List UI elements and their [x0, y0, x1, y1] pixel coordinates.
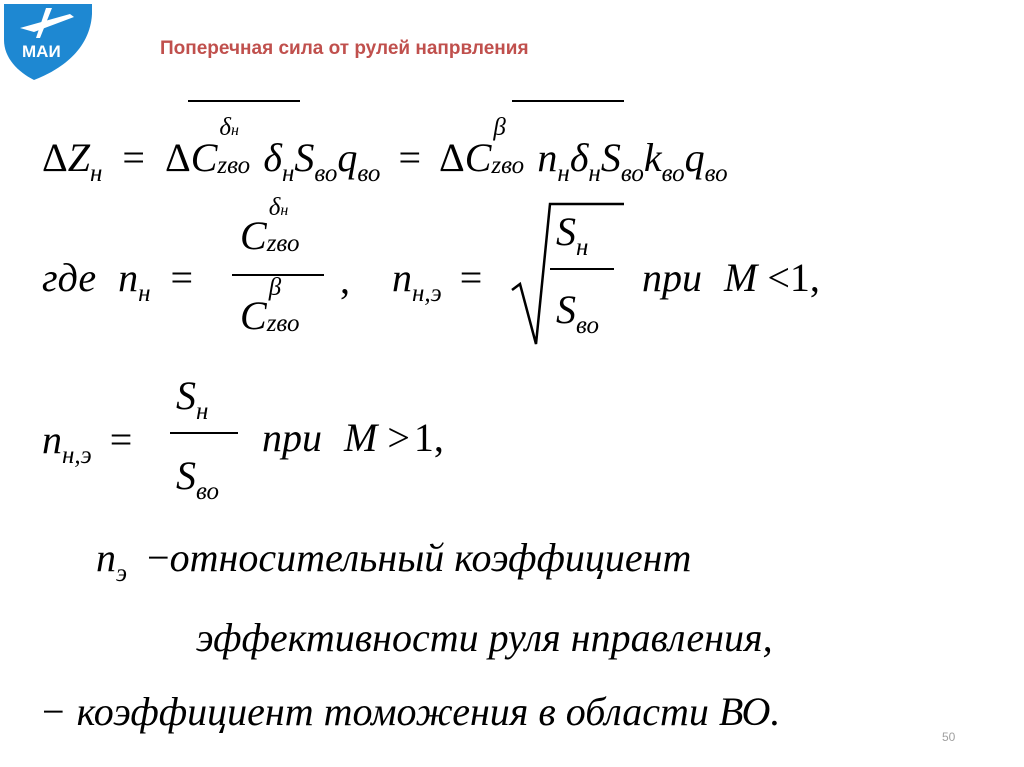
- less-than-sign: <: [767, 255, 790, 300]
- condition-word: при: [262, 415, 322, 460]
- s-symbol: S: [294, 135, 315, 180]
- subscript: н: [557, 160, 570, 187]
- z-symbol: Z: [67, 135, 90, 180]
- n-symbol: n: [392, 255, 412, 300]
- equals-sign: =: [170, 255, 194, 300]
- page-number: 50: [942, 730, 956, 744]
- description-line-1: [96, 535, 692, 587]
- subscript: zво: [266, 230, 300, 257]
- equation-line-1: [42, 114, 728, 187]
- c-symbol: C: [240, 293, 267, 338]
- delta-symbol: Δ: [42, 135, 68, 180]
- s-symbol: S: [556, 209, 576, 254]
- subscript: э: [116, 560, 128, 587]
- subscript: н: [576, 234, 589, 261]
- overline-2: [512, 100, 624, 102]
- subscript: н: [588, 160, 601, 187]
- delta-lower-symbol: δ: [569, 135, 589, 180]
- equals-sign: =: [122, 135, 145, 180]
- s-symbol: S: [600, 135, 621, 180]
- subscript: во: [314, 160, 338, 187]
- equals-sign: =: [109, 417, 133, 462]
- n-symbol: n: [537, 135, 558, 180]
- fraction-denominator: [240, 274, 313, 338]
- n-symbol: n: [118, 255, 139, 300]
- fraction-numerator: [176, 373, 209, 425]
- subscript: zво: [217, 152, 251, 179]
- superscript: β: [268, 274, 282, 301]
- value: 1,: [413, 415, 444, 460]
- subscript: zво: [491, 152, 525, 179]
- mach-symbol: M: [344, 415, 378, 460]
- value: 1,: [789, 255, 820, 300]
- superscript: δ: [219, 114, 231, 141]
- s-symbol: S: [176, 373, 196, 418]
- sqrt-fraction-line: [550, 268, 614, 270]
- q-symbol: q: [684, 135, 705, 180]
- equals-sign: =: [398, 135, 421, 180]
- description-line-2: эффективности руля нправления,: [196, 615, 773, 660]
- subscript: во: [196, 478, 220, 505]
- subscript: н: [281, 160, 295, 187]
- comma: ,: [340, 257, 350, 302]
- subscript: во: [576, 312, 600, 339]
- sqrt-denominator: [556, 287, 600, 339]
- subscript: н,э: [412, 280, 442, 307]
- c-symbol: C: [240, 213, 267, 258]
- logo-text: МАИ: [22, 42, 61, 61]
- s-symbol: S: [176, 453, 196, 498]
- subscript: во: [357, 160, 381, 187]
- c-symbol: C: [464, 135, 492, 180]
- fraction-line: [170, 432, 238, 434]
- q-symbol: q: [337, 135, 358, 180]
- subscript: во: [704, 160, 728, 187]
- mach-symbol: M: [724, 255, 758, 300]
- delta-symbol: Δ: [164, 135, 191, 180]
- superscript-subscript: н: [280, 202, 289, 219]
- where-word: где: [42, 255, 97, 300]
- n-symbol: n: [96, 535, 116, 580]
- superscript: β: [493, 114, 506, 141]
- n-symbol: n: [42, 417, 62, 462]
- subscript: н: [89, 160, 103, 187]
- dash: −: [147, 535, 170, 580]
- subscript: zво: [266, 310, 300, 337]
- s-symbol: S: [556, 287, 576, 332]
- greater-than-sign: >: [387, 415, 410, 460]
- condition-greater: [262, 415, 444, 460]
- description-text: коэффициент томожения в области ВО.: [76, 689, 781, 734]
- c-symbol: C: [190, 135, 218, 180]
- superscript: δ: [268, 194, 281, 221]
- equals-sign: =: [459, 255, 483, 300]
- subscript: во: [661, 160, 685, 187]
- overline-1: [188, 100, 300, 102]
- equation-line-2-left: [42, 255, 194, 307]
- description-text: относительный коэффициент: [169, 535, 692, 580]
- subscript: н: [196, 398, 209, 425]
- subscript: н,э: [62, 442, 92, 469]
- condition-word: при: [642, 255, 702, 300]
- description-line-3: [42, 689, 781, 734]
- fraction-numerator: [240, 194, 313, 258]
- condition-less: [642, 255, 820, 300]
- equation-line-2-mid: [392, 255, 483, 307]
- fraction-denominator: [176, 453, 220, 505]
- sqrt-numerator: [556, 209, 589, 261]
- subscript: н: [138, 280, 151, 307]
- equation-line-3-left: [42, 417, 133, 469]
- subscript: во: [620, 160, 644, 187]
- delta-symbol: Δ: [439, 135, 465, 180]
- mai-logo: [0, 0, 96, 86]
- delta-lower-symbol: δ: [263, 135, 282, 180]
- k-symbol: k: [643, 135, 662, 180]
- dash: −: [42, 689, 65, 734]
- slide-title: Поперечная сила от рулей напрвления: [160, 38, 529, 59]
- superscript-subscript: н: [231, 122, 239, 139]
